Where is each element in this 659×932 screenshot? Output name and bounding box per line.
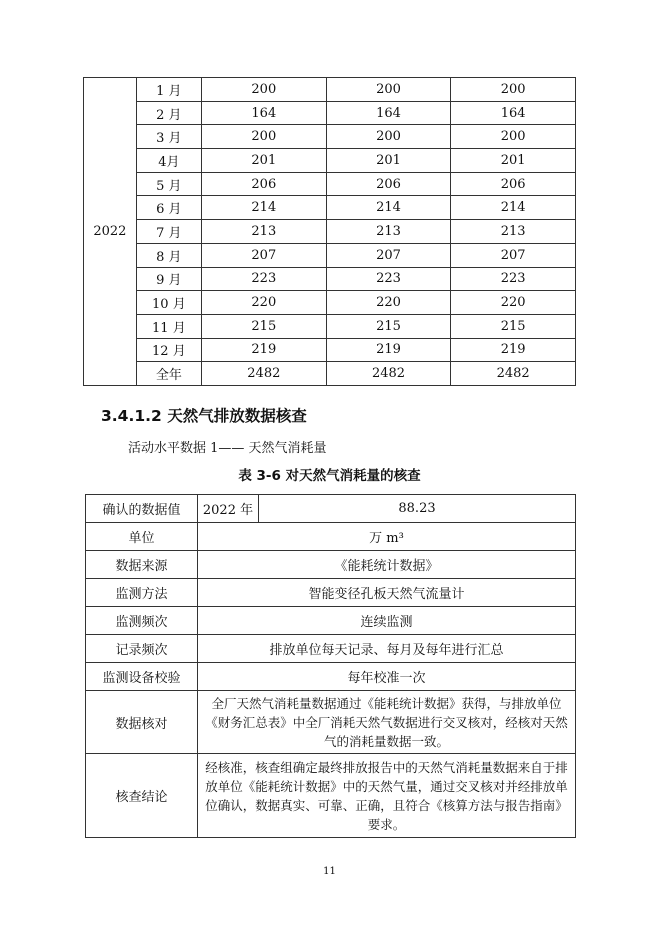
month-cell: 9 月 (136, 267, 201, 291)
value-cell: 223 (451, 267, 576, 291)
calibration-value: 每年校准一次 (198, 663, 576, 691)
year-cell: 2022 年 (198, 495, 259, 523)
value-cell: 213 (451, 220, 576, 244)
table-row (86, 579, 576, 607)
value-cell: 2482 (202, 362, 327, 386)
month-cell: 全年 (136, 362, 201, 386)
month-cell: 4月 (136, 149, 201, 173)
conclusion-value: 经核准，核查组确定最终排放报告中的天然气消耗量数据来自于排放单位《能耗统计数据》中的天然气量，通过交叉核对并经排放单位确认，数据真实、可靠、正确，且符合《核算方法与报告指南》要求。 (198, 754, 576, 838)
table-row (84, 125, 576, 149)
source-label: 数据来源 (86, 551, 198, 579)
table-row (86, 754, 576, 838)
table-row (84, 220, 576, 244)
value-cell: 213 (326, 220, 451, 244)
value-cell: 223 (202, 267, 327, 291)
value-cell: 219 (202, 338, 327, 362)
month-cell: 5 月 (136, 172, 201, 196)
table-row (84, 291, 576, 315)
value-cell: 164 (451, 101, 576, 125)
conclusion-label: 核查结论 (86, 754, 198, 838)
calibration-label: 监测设备校验 (86, 663, 198, 691)
value-cell: 200 (326, 78, 451, 102)
crosscheck-label: 数据核对 (86, 691, 198, 754)
month-cell: 8 月 (136, 243, 201, 267)
record-value: 排放单位每天记录、每月及每年进行汇总 (198, 635, 576, 663)
value-cell: 201 (451, 149, 576, 173)
value-cell: 206 (326, 172, 451, 196)
table-row (86, 607, 576, 635)
table-row (84, 172, 576, 196)
unit-value: 万 m³ (198, 523, 576, 551)
method-label: 监测方法 (86, 579, 198, 607)
table-row (86, 523, 576, 551)
table-row (84, 267, 576, 291)
month-cell: 12 月 (136, 338, 201, 362)
value-cell: 219 (326, 338, 451, 362)
month-cell: 2 月 (136, 101, 201, 125)
table-row (84, 243, 576, 267)
month-cell: 7 月 (136, 220, 201, 244)
value-cell: 201 (326, 149, 451, 173)
month-cell: 3 月 (136, 125, 201, 149)
table-row (84, 314, 576, 338)
value-cell: 200 (451, 125, 576, 149)
value-cell: 220 (202, 291, 327, 315)
table-row (84, 149, 576, 173)
value-cell: 219 (451, 338, 576, 362)
month-cell: 1 月 (136, 78, 201, 102)
value-cell: 207 (326, 243, 451, 267)
section-heading: 3.4.1.2 天然气排放数据核查 (101, 407, 307, 425)
table-row (86, 635, 576, 663)
table-row (86, 663, 576, 691)
month-cell: 11 月 (136, 314, 201, 338)
table-row (86, 551, 576, 579)
table-caption: 表 3-6 对天然气消耗量的核查 (238, 468, 421, 484)
natural-gas-verification-table (85, 494, 576, 838)
table-row (86, 495, 576, 523)
method-value: 智能变径孔板天然气流量计 (198, 579, 576, 607)
table-row (84, 196, 576, 220)
month-cell: 10 月 (136, 291, 201, 315)
frequency-value: 连续监测 (198, 607, 576, 635)
table-row (84, 362, 576, 386)
value-cell: 164 (202, 101, 327, 125)
value-cell: 2482 (451, 362, 576, 386)
table-row (86, 691, 576, 754)
value-cell: 2482 (326, 362, 451, 386)
year-cell: 2022 (84, 78, 137, 386)
value-cell: 214 (326, 196, 451, 220)
value-cell: 207 (202, 243, 327, 267)
value-cell: 201 (202, 149, 327, 173)
value-cell: 200 (202, 125, 327, 149)
value-cell: 200 (326, 125, 451, 149)
value-cell: 88.23 (259, 495, 576, 523)
value-cell: 215 (202, 314, 327, 338)
month-cell: 6 月 (136, 196, 201, 220)
value-cell: 207 (451, 243, 576, 267)
frequency-label: 监测频次 (86, 607, 198, 635)
source-value: 《能耗统计数据》 (198, 551, 576, 579)
value-cell: 200 (202, 78, 327, 102)
value-cell: 214 (202, 196, 327, 220)
unit-label: 单位 (86, 523, 198, 551)
value-cell: 214 (451, 196, 576, 220)
value-cell: 200 (451, 78, 576, 102)
confirmed-value-label: 确认的数据值 (86, 495, 198, 523)
page-number: 11 (323, 866, 336, 877)
value-cell: 220 (451, 291, 576, 315)
crosscheck-value: 全厂天然气消耗量数据通过《能耗统计数据》获得，与排放单位《财务汇总表》中全厂消耗天然气数据进行交叉核对，经核对天然气的消耗量数据一致。 (198, 691, 576, 754)
activity-data-line: 活动水平数据 1—— 天然气消耗量 (128, 441, 327, 456)
value-cell: 164 (326, 101, 451, 125)
table-row (84, 338, 576, 362)
value-cell: 215 (451, 314, 576, 338)
monthly-consumption-table (83, 77, 576, 386)
value-cell: 215 (326, 314, 451, 338)
value-cell: 220 (326, 291, 451, 315)
value-cell: 206 (202, 172, 327, 196)
value-cell: 223 (326, 267, 451, 291)
table-row (84, 78, 576, 102)
table-row (84, 101, 576, 125)
record-label: 记录频次 (86, 635, 198, 663)
value-cell: 213 (202, 220, 327, 244)
value-cell: 206 (451, 172, 576, 196)
